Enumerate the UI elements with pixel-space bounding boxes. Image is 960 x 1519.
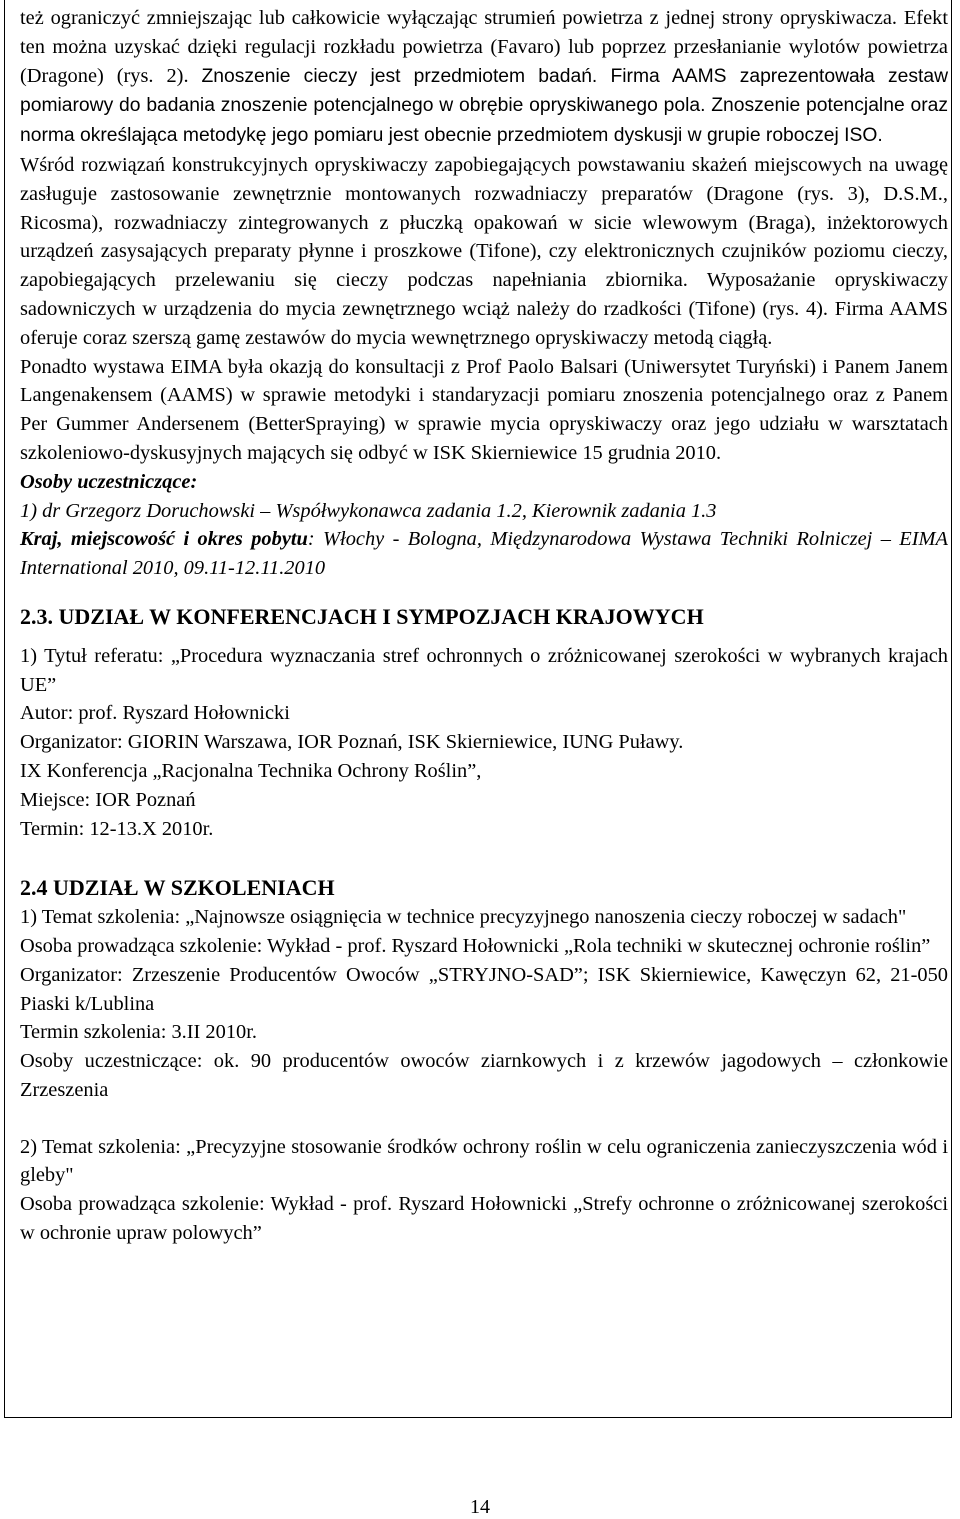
- conference-date: Termin: 12-13.X 2010r.: [20, 817, 214, 840]
- training-1-topic: 1) Temat szkolenia: „Najnowsze osiągnięcia w technice precyzyjnego nanoszenia cieczy roboczej w sadach": [20, 906, 907, 929]
- training-1-date: Termin szkolenia: 3.II 2010r.: [20, 1021, 257, 1044]
- page-number: 14: [470, 1496, 490, 1518]
- construction-text-2: , Ricosma), rozwadniaczy zintegrowanych z płuczką opakowań w sicie wlewowym (Braga), inżektorowych urządzeń zasysających preparaty płynne i proszkowe (Tifone), czy elektronicznych czujników poziomu cieczy, zapobiegających przelewaniu się cieczy podczas napełniania zbiornika. Wyposażanie opryskiwaczy sadowniczych w urządzenia do mycia zewnętrznego wciąż należy do rzadkości (Tifone) (rys. 4). Firma AAMS oferuje coraz szerszą gamę zestawów do mycia wewnętrznego opryskiwaczy metodą ciągłą.: [20, 182, 948, 349]
- training-2-topic: 2) Temat szkolenia: „Precyzyjne stosowanie środków ochrony roślin w celu ograniczenia zanieczyszczenia wód i gleby": [20, 1135, 948, 1187]
- training-2-lecturer: Osoba prowadząca szkolenie: Wykład - prof. Ryszard Hołownicki „Strefy ochronne o zróżnicowanej szerokości w ochronie upraw polowych”: [20, 1193, 948, 1245]
- intro-text-sans: Znoszenie cieczy jest przedmiotem badań. Firma AAMS zaprezentowała zestaw pomiarowy do badania znoszenie potencjalnego w obrębie opryskiwanego pola. Znoszenie potencjalne oraz norma określająca metodykę jego pomiaru jest obecnie przedmiotem dyskusji w grupie roboczej ISO.: [20, 65, 948, 147]
- training-1-lecturer: Osoba prowadząca szkolenie: Wykład - prof. Ryszard Hołownicki „Rola techniki w skutecznej ochronie roślin”: [20, 934, 931, 957]
- document-body: [20, 4, 948, 1248]
- conference-place: Miejsce: IOR Poznań: [20, 788, 196, 811]
- training-1-organizer: Organizator: Zrzeszenie Producentów Owoców „STRYJNO-SAD”; ISK Skierniewice, Kawęczyn 62, 21-050 Piaski k/Lublina: [20, 963, 948, 1015]
- construction-paragraph: [20, 151, 948, 353]
- page-frame: [4, 0, 952, 1418]
- conference-organizer: Organizator: GIORIN Warszawa, IOR Poznań, ISK Skierniewice, IUNG Puławy.: [20, 731, 684, 754]
- conference-name: IX Konferencja „Racjonalna Technika Ochrony Roślin”,: [20, 759, 482, 782]
- section-2-3-heading: 2.3. UDZIAŁ W KONFERENCJACH I SYMPOZJACH KRAJOWYCH: [20, 603, 704, 629]
- training-1-participants: Osoby uczestniczące: ok. 90 producentów owoców ziarnkowych i z krzewów jagodowych – członkowie Zrzeszenia: [20, 1050, 948, 1101]
- stay-label: Kraj, miejscowość i okres pobytu: [20, 528, 308, 551]
- participant-item: 1) dr Grzegorz Doruchowski – Współwykonawca zadania 1.2, Kierownik zadania 1.3: [20, 499, 717, 522]
- lecture-author: Autor: prof. Ryszard Hołownicki: [20, 702, 290, 725]
- stay-info: [20, 525, 948, 583]
- lecture-title: 1) Tytuł referatu: „Procedura wyznaczania stref ochronnych o zróżnicowanej szerokości w wybranych krajach UE”: [20, 644, 948, 696]
- participants-label: Osoby uczestniczące:: [20, 470, 198, 493]
- intro-text: też ograniczyć zmniejszając lub całkowicie wyłączając strumień powietrza z jednej strony opryskiwacza. Efekt ten można uzyskać dzięki regulacji rozkładu powietrza (Favaro) lub poprzez przesłanianie wylotów powietrza (Dragone) (rys. 2).: [20, 7, 948, 87]
- section-2-4-heading: 2.4 UDZIAŁ W SZKOLENIACH: [20, 875, 335, 901]
- eima-paragraph: Ponadto wystawa EIMA była okazją do konsultacji z Prof Paolo Balsari (Uniwersytet Turyński) i Panem Janem Langenakensem (AAMS) w sprawie metodyki i standaryzacji pomiaru znoszenia potencjalnego oraz z Panem Per Gummer Andersenem (BetterSpraying) w sprawie mycia opryskiwaczy oraz jego udziału w warsztatach szkoleniowo-dyskusyjnych mających się odbyć w ISK Skierniewice 15 grudnia 2010.: [20, 355, 948, 464]
- construction-text-1: Wśród rozwiązań konstrukcyjnych opryskiwaczy zapobiegających powstawaniu skażeń miejscowych na uwagę zasługuje zastosowanie zewnętrznie montowanych rozwadniaczy preparatów (Dragone (rys. 3), D.S.M.: [20, 153, 948, 205]
- intro-paragraph: [20, 4, 948, 151]
- stay-text: : Włochy - Bologna, Międzynarodowa Wystawa Techniki Rolniczej – EIMA International 2010, 09.11-12.11.2010: [20, 528, 948, 580]
